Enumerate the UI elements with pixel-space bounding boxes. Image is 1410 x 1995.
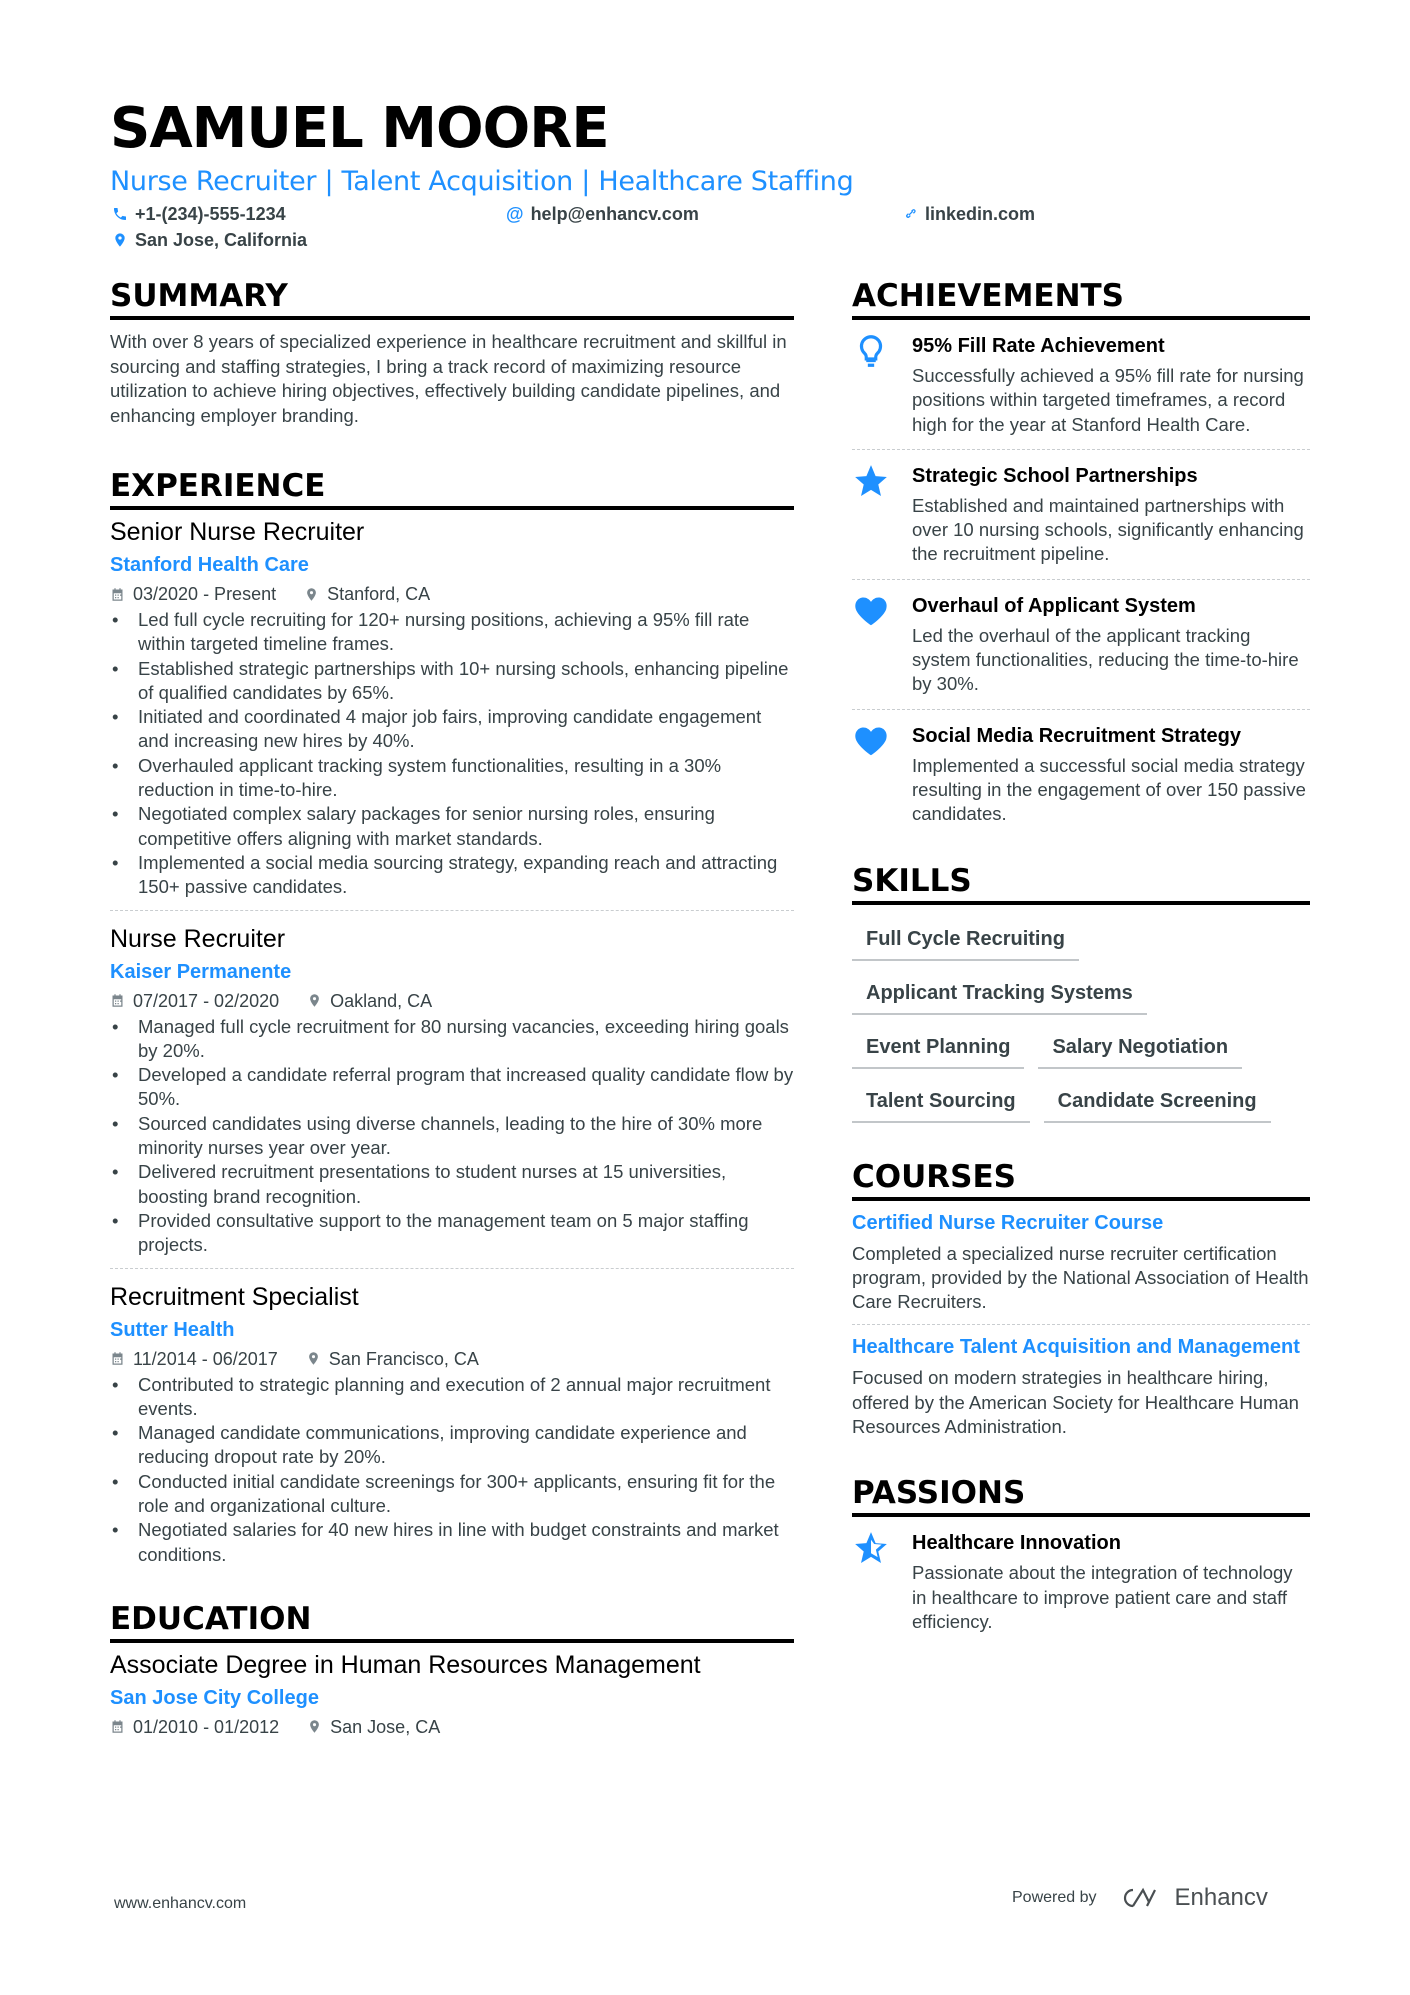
dates-text: 11/2014 - 06/2017 [133, 1348, 278, 1369]
job-meta [110, 1345, 794, 1373]
bullet: • Contributed to strategic planning and execution of 2 annual major recruitment events. [110, 1373, 794, 1422]
dates-text: 01/2010 - 01/2012 [133, 1716, 280, 1737]
passion-item [852, 1517, 1310, 1646]
candidate-title: Nurse Recruiter | Talent Acquisition | Healthcare Staffing [110, 166, 854, 197]
summary-section [110, 276, 794, 428]
job-dates [110, 580, 276, 608]
phone-text: +1-(234)-555-1234 [135, 204, 286, 224]
section-heading: EXPERIENCE [110, 466, 794, 510]
calendar-icon [110, 1351, 125, 1366]
enhancv-logo[interactable] [1119, 1884, 1268, 1912]
achievement-item [852, 320, 1310, 449]
skill-tag: Applicant Tracking Systems [852, 973, 1147, 1015]
achievement-item [852, 449, 1310, 579]
achievement-title: Strategic School Partnerships [912, 464, 1198, 487]
contact-phone[interactable] [112, 202, 286, 226]
education-meta [110, 1713, 794, 1741]
footer-website[interactable]: www.enhancv.com [114, 1895, 247, 1912]
bullet: • Overhauled applicant tracking system functionalities, resulting in a 30% reduction in time-to-hire. [110, 754, 794, 803]
footer-branding [1012, 1884, 1268, 1912]
experience-section [110, 466, 794, 1577]
location-pin-icon [307, 1719, 322, 1734]
candidate-name: SAMUEL MOORE [110, 96, 609, 161]
star-icon [852, 462, 912, 567]
website-text: linkedin.com [925, 204, 1036, 224]
job-dates [110, 987, 279, 1015]
course-item [852, 1205, 1310, 1325]
school-name: San Jose City College [110, 1686, 319, 1709]
course-title: Healthcare Talent Acquisition and Management [852, 1336, 1300, 1359]
section-heading: ACHIEVEMENTS [852, 276, 1310, 320]
bullet: • Sourced candidates using diverse channels, leading to the hire of 30% more minority nurses year over year. [110, 1112, 794, 1161]
calendar-icon [110, 993, 125, 1008]
bullet: • Provided consultative support to the management team on 5 major staffing projects. [110, 1209, 794, 1258]
job-entry [110, 1268, 794, 1577]
bullet: • Conducted initial candidate screenings for 300+ applicants, ensuring fit for the role and organizational culture. [110, 1470, 794, 1519]
bullet: • Delivered recruitment presentations to student nurses at 15 universities, boosting brand recognition. [110, 1160, 794, 1209]
education-section [110, 1599, 794, 1741]
achievement-desc: Led the overhaul of the applicant tracking system functionalities, reducing the time-to-hire by 30%. [912, 624, 1299, 695]
job-title: Nurse Recruiter [110, 924, 286, 953]
email-text: help@enhancv.com [530, 204, 699, 224]
calendar-icon [110, 587, 125, 602]
section-heading: COURSES [852, 1157, 1310, 1201]
location-pin-icon [307, 993, 322, 1008]
job-location [306, 1345, 479, 1373]
location-pin-icon [306, 1351, 321, 1366]
bullet: • Managed candidate communications, improving candidate experience and reducing dropout rate by 20%. [110, 1421, 794, 1470]
summary-text: With over 8 years of specialized experience in healthcare recruitment and skillful in sourcing and staffing strategies, I bring a track record of maximizing resource utilization to achieve hiring objectives, effectively building candidate pipelines, and enhancing employer branding. [110, 331, 787, 426]
achievement-item [852, 579, 1310, 709]
job-meta [110, 580, 794, 608]
bullet: • Implemented a social media sourcing strategy, expanding reach and attracting 150+ passive candidates. [110, 851, 794, 900]
course-desc: Focused on modern strategies in healthcare hiring, offered by the American Society for Healthcare Human Resources Administration. [852, 1367, 1299, 1438]
bullet: • Led full cycle recruiting for 120+ nursing positions, achieving a 95% fill rate within targeted timeline frames. [110, 608, 794, 657]
bullet: • Negotiated complex salary packages for senior nursing roles, ensuring competitive offers aligning with market standards. [110, 802, 794, 851]
company-name: Kaiser Permanente [110, 960, 292, 983]
bullet: • Developed a candidate referral program that increased quality candidate flow by 50%. [110, 1063, 794, 1112]
course-title: Certified Nurse Recruiter Course [852, 1211, 1164, 1234]
contact-website[interactable] [902, 202, 1035, 226]
courses-section [852, 1157, 1310, 1450]
skills-list [852, 915, 1310, 1135]
left-column [110, 276, 794, 1741]
right-column [852, 276, 1310, 1646]
degree-title: Associate Degree in Human Resources Management [110, 1650, 701, 1679]
dates-text: 07/2017 - 02/2020 [133, 990, 280, 1011]
job-location [307, 987, 432, 1015]
contact-info [110, 202, 1310, 258]
job-dates [110, 1345, 278, 1373]
contact-email[interactable] [506, 202, 699, 226]
location-pin-icon [112, 232, 128, 248]
location-pin-icon [304, 587, 319, 602]
job-entry [110, 516, 794, 910]
section-heading: PASSIONS [852, 1473, 1310, 1517]
company-name: Sutter Health [110, 1318, 235, 1341]
job-bullets [110, 608, 794, 900]
resume-header [110, 96, 1310, 258]
job-title: Recruitment Specialist [110, 1282, 359, 1311]
heart-icon [852, 592, 912, 697]
bullet: • Initiated and coordinated 4 major job fairs, improving candidate engagement and increasing new hires by 40%. [110, 705, 794, 754]
education-dates [110, 1713, 279, 1741]
achievements-section [852, 276, 1310, 839]
half-star-icon [852, 1529, 912, 1634]
course-item [852, 1324, 1310, 1449]
bullet: • Managed full cycle recruitment for 80 nursing vacancies, exceeding hiring goals by 20%. [110, 1015, 794, 1064]
achievement-title: Social Media Recruitment Strategy [912, 724, 1241, 747]
location-text: San Francisco, CA [328, 1348, 479, 1369]
location-text: San Jose, CA [330, 1716, 441, 1737]
skills-section [852, 861, 1310, 1135]
achievement-desc: Implemented a successful social media strategy resulting in the engagement of over 150 passive candidates. [912, 754, 1306, 825]
powered-by-text: Powered by [1012, 1889, 1097, 1906]
calendar-icon [110, 1719, 125, 1734]
achievement-item [852, 709, 1310, 839]
passions-section [852, 1473, 1310, 1646]
bullet: • Established strategic partnerships with 10+ nursing schools, enhancing pipeline of qualified candidates by 65%. [110, 657, 794, 706]
at-icon: @ [506, 204, 524, 224]
enhancv-logo-icon [1119, 1885, 1165, 1911]
skill-tag: Full Cycle Recruiting [852, 919, 1079, 961]
skill-tag: Talent Sourcing [852, 1081, 1030, 1123]
skill-tag: Candidate Screening [1044, 1081, 1271, 1123]
lightbulb-icon [852, 332, 912, 437]
passion-desc: Passionate about the integration of technology in healthcare to improve patient care and staff efficiency. [912, 1562, 1293, 1632]
location-text: San Jose, California [135, 230, 308, 250]
skill-tag: Salary Negotiation [1038, 1027, 1242, 1069]
course-desc: Completed a specialized nurse recruiter certification program, provided by the National Association of Health Care Recruiters. [852, 1242, 1309, 1313]
achievement-title: Overhaul of Applicant System [912, 594, 1196, 617]
location-text: Stanford, CA [327, 584, 431, 604]
dates-text: 03/2020 - Present [133, 584, 277, 604]
company-name: Stanford Health Care [110, 554, 309, 576]
link-icon [902, 206, 918, 222]
job-title: Senior Nurse Recruiter [110, 518, 365, 546]
job-meta [110, 987, 794, 1015]
education-location [307, 1713, 440, 1741]
contact-location [112, 228, 307, 252]
skill-tag: Event Planning [852, 1027, 1024, 1069]
heart-icon [852, 722, 912, 827]
phone-icon [112, 206, 128, 222]
job-location [304, 580, 430, 608]
achievement-title: 95% Fill Rate Achievement [912, 335, 1165, 357]
achievement-desc: Established and maintained partnerships with over 10 nursing schools, significantly enhancing the recruitment pipeline. [912, 494, 1304, 565]
section-heading: SUMMARY [110, 276, 794, 320]
bullet: • Negotiated salaries for 40 new hires in line with budget constraints and market conditions. [110, 1518, 794, 1567]
passion-title: Healthcare Innovation [912, 1532, 1121, 1555]
job-bullets [110, 1015, 794, 1258]
section-heading: EDUCATION [110, 1599, 794, 1643]
location-text: Oakland, CA [330, 990, 433, 1011]
job-bullets [110, 1373, 794, 1567]
brand-name: Enhancv [1174, 1884, 1268, 1911]
achievement-desc: Successfully achieved a 95% fill rate for nursing positions within targeted timeframes, a record high for the year at Stanford Health Care. [912, 365, 1304, 435]
job-entry [110, 910, 794, 1268]
section-heading: SKILLS [852, 861, 1310, 905]
